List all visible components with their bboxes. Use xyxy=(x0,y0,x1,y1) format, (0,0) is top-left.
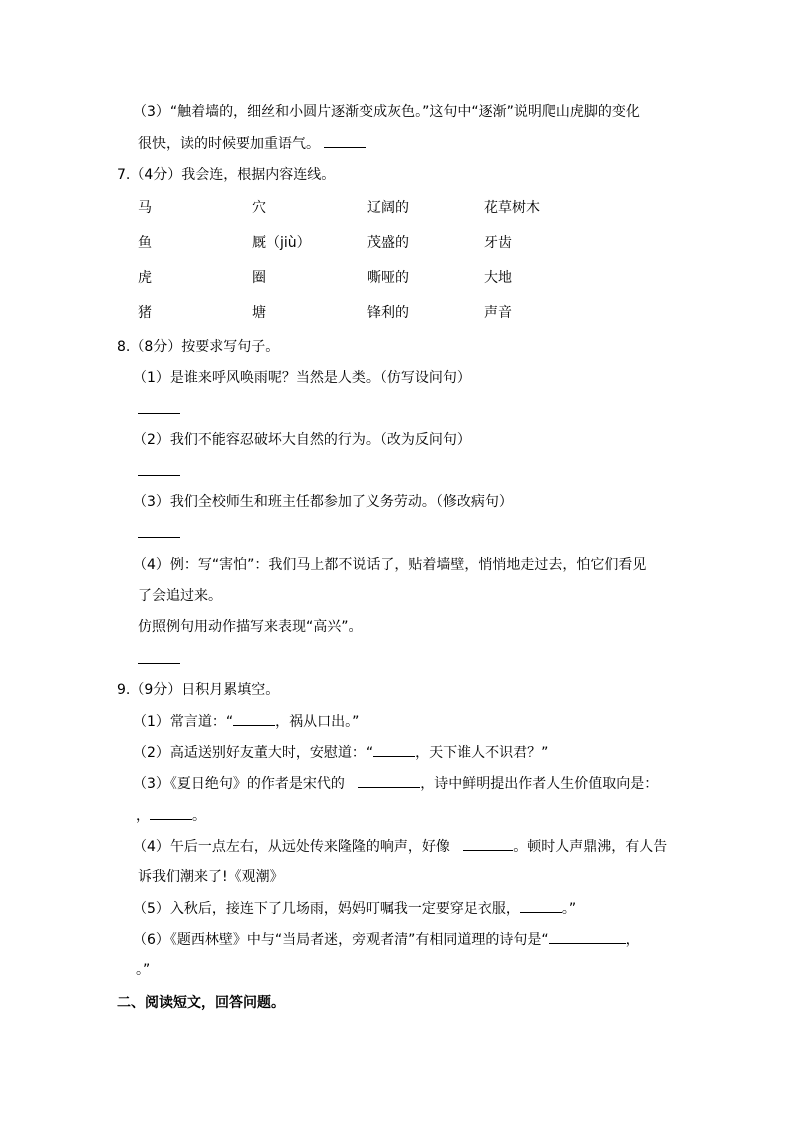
answer-blank[interactable] xyxy=(324,134,366,148)
text: ，天下谁人不识君？” xyxy=(415,745,549,761)
q7-title: 7.（4分）我会连，根据内容连线。 xyxy=(117,167,336,183)
text: ， xyxy=(136,808,150,824)
match-item: 厩（jiù） xyxy=(252,235,311,251)
answer-blank[interactable] xyxy=(150,806,192,820)
q6-s3-line2 xyxy=(138,134,366,152)
text: 。” xyxy=(561,901,577,917)
text: （3）《夏日绝句》的作者是宋代的 xyxy=(133,776,345,792)
q8-s4-line3: 仿照例句用动作描写来表现“高兴”。 xyxy=(138,619,363,635)
text: （4）午后一点左右，从远处传来隆隆的响声，好像 xyxy=(133,839,450,855)
q9-s4-line1 xyxy=(133,837,667,855)
q9-s6-line2: 。” xyxy=(136,962,151,978)
answer-blank[interactable] xyxy=(138,650,180,664)
q8-s4-line2: 了会追过来。 xyxy=(138,588,222,604)
q9-s6-line1 xyxy=(133,930,640,948)
q9-s3-line1 xyxy=(133,774,658,792)
answer-blank[interactable] xyxy=(138,400,180,414)
match-item: 大地 xyxy=(484,270,512,286)
match-item: 花草树木 xyxy=(484,200,540,216)
match-item: 鱼 xyxy=(138,235,152,251)
answer-blank[interactable] xyxy=(520,899,562,913)
match-item: 声音 xyxy=(484,305,512,321)
match-item: 嘶哑的 xyxy=(367,270,409,286)
answer-blank[interactable] xyxy=(463,837,513,851)
q8-s4-line1: （4）例：写“害怕”：我们马上都不说话了，贴着墙壁，悄悄地走过去，怕它们看见 xyxy=(133,557,647,573)
q8-s1: （1）是谁来呼风唤雨呢？当然是人类。（仿写设问句） xyxy=(133,370,471,386)
match-item: 穴 xyxy=(252,200,266,216)
text: （5）入秋后，接连下了几场雨，妈妈叮嘱我一定要穿足衣服， xyxy=(133,901,520,917)
q8-s3: （3）我们全校师生和班主任都参加了义务劳动。（修改病句） xyxy=(133,494,513,510)
q9-s5 xyxy=(133,899,576,917)
text: （6）《题西林壁》中与“当局者迷，旁观者清”有相同道理的诗句是“ xyxy=(133,932,549,948)
text: 。 xyxy=(192,808,206,824)
answer-blank[interactable] xyxy=(233,712,275,726)
answer-blank[interactable] xyxy=(373,743,415,757)
match-item: 虎 xyxy=(138,270,152,286)
match-item: 茂盛的 xyxy=(367,235,409,251)
text: ，诗中鲜明提出作者人生价值取向是： xyxy=(420,776,659,792)
match-item: 塘 xyxy=(252,305,266,321)
text: （2）高适送别好友董大时，安慰道：“ xyxy=(133,745,374,761)
match-item: 圈 xyxy=(252,270,266,286)
text: ，祸从口出。” xyxy=(275,714,360,730)
match-item: 锋利的 xyxy=(367,305,409,321)
q6-s3-text: 很快，读的时候要加重语气。 xyxy=(138,136,320,152)
q9-title: 9.（9分）日积月累填空。 xyxy=(117,682,280,698)
q8-title: 8.（8分）按要求写句子。 xyxy=(117,339,280,355)
q9-s4-line2: 诉我们潮来了!《观潮》 xyxy=(138,869,284,885)
answer-blank[interactable] xyxy=(358,774,420,788)
text: ， xyxy=(625,932,640,948)
q6-s3-line1: （3）“触着墙的，细丝和小圆片逐渐变成灰色。”这句中“逐渐”说明爬山虎脚的变化 xyxy=(133,104,640,120)
answer-blank[interactable] xyxy=(138,462,180,476)
match-item: 猪 xyxy=(138,305,152,321)
q9-s2 xyxy=(133,743,548,761)
text: （1）常言道：“ xyxy=(133,714,234,730)
answer-blank[interactable] xyxy=(549,930,626,944)
q9-s3-line2 xyxy=(136,806,206,824)
match-item: 牙齿 xyxy=(484,235,512,251)
match-item: 马 xyxy=(138,200,152,216)
section-heading: 二、阅读短文，回答问题。 xyxy=(117,995,285,1011)
q8-s2: （2）我们不能容忍破坏大自然的行为。（改为反问句） xyxy=(133,432,471,448)
q9-s1 xyxy=(133,712,359,730)
text: 。顿时人声鼎沸，有人告 xyxy=(513,839,668,855)
answer-blank[interactable] xyxy=(138,524,180,538)
match-item: 辽阔的 xyxy=(367,200,409,216)
